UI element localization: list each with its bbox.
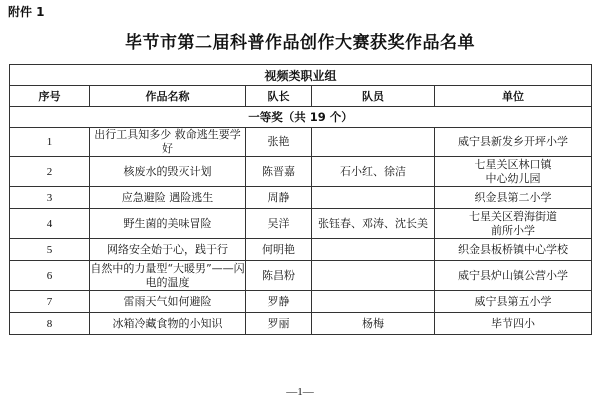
cell-unit: 威宁县新发乡开坪小学 (435, 128, 592, 157)
cell-work: 野生菌的美味冒险 (90, 209, 246, 239)
group-title: 视频类职业组 (10, 65, 592, 86)
cell-no: 1 (10, 128, 90, 157)
cell-unit: 威宁县第五小学 (435, 291, 592, 313)
annex-label: 附件 1 (8, 5, 45, 19)
cell-no: 3 (10, 187, 90, 209)
cell-leader: 吴洋 (246, 209, 312, 239)
table-row (10, 313, 592, 335)
cell-leader: 罗静 (246, 291, 312, 313)
cell-leader: 陈晋嘉 (246, 157, 312, 187)
table-row (10, 128, 592, 157)
cell-work: 自然中的力量型“大暖男”——闪 电的温度 (90, 261, 245, 289)
document-title: 毕节市第二届科普作品创作大赛获奖作品名单 (125, 33, 475, 53)
table-row (10, 239, 592, 261)
cell-members (312, 187, 435, 209)
column-header-row (10, 86, 592, 107)
table-row (10, 157, 592, 187)
cell-no: 4 (10, 209, 90, 239)
cell-leader: 陈昌粉 (246, 261, 312, 291)
cell-unit: 七星关区林口镇 中心幼儿园 (435, 157, 592, 187)
cell-no: 6 (10, 261, 90, 291)
column-header-work: 作品名称 (90, 86, 246, 107)
cell-members: 石小红、徐洁 (312, 157, 435, 187)
cell-leader: 张艳 (246, 128, 312, 157)
table-row (10, 209, 592, 239)
table-row (10, 291, 592, 313)
cell-leader: 罗丽 (246, 313, 312, 335)
cell-members (312, 261, 435, 291)
cell-members (312, 239, 435, 261)
cell-no: 8 (10, 313, 90, 335)
page-number: —1— (286, 386, 314, 398)
awards-table (9, 64, 592, 335)
cell-no: 5 (10, 239, 90, 261)
cell-unit: 威宁县炉山镇公营小学 (435, 261, 592, 291)
cell-leader: 何明艳 (246, 239, 312, 261)
column-header-unit: 单位 (435, 86, 592, 107)
column-header-leader: 队长 (246, 86, 312, 107)
cell-members: 张钰春、邓涛、沈长美 (312, 209, 435, 239)
column-header-members: 队员 (312, 86, 435, 107)
table-row (10, 187, 592, 209)
cell-work: 核废水的毁灭计划 (90, 157, 246, 187)
prize-title: 一等奖（共 19 个） (10, 107, 592, 128)
cell-members (312, 128, 435, 157)
cell-no: 7 (10, 291, 90, 313)
cell-members (312, 291, 435, 313)
cell-no: 2 (10, 157, 90, 187)
column-header-no: 序号 (10, 86, 90, 107)
cell-members: 杨梅 (312, 313, 435, 335)
cell-work: 应急避险 遇险逃生 (90, 187, 246, 209)
cell-work: 雷雨天气如何避险 (90, 291, 246, 313)
cell-work: 出行工具知多少 救命逃生要学好 (90, 128, 246, 157)
cell-unit: 毕节四小 (435, 313, 592, 335)
cell-work: 冰箱冷藏食物的小知识 (90, 313, 246, 335)
table-row (10, 261, 592, 291)
cell-unit: 织金县板桥镇中心学校 (435, 239, 592, 261)
cell-unit: 织金县第二小学 (435, 187, 592, 209)
cell-leader: 周静 (246, 187, 312, 209)
cell-work: 网络安全始于心，践于行 (90, 239, 246, 261)
cell-unit: 七星关区碧海街道 前所小学 (435, 209, 592, 239)
